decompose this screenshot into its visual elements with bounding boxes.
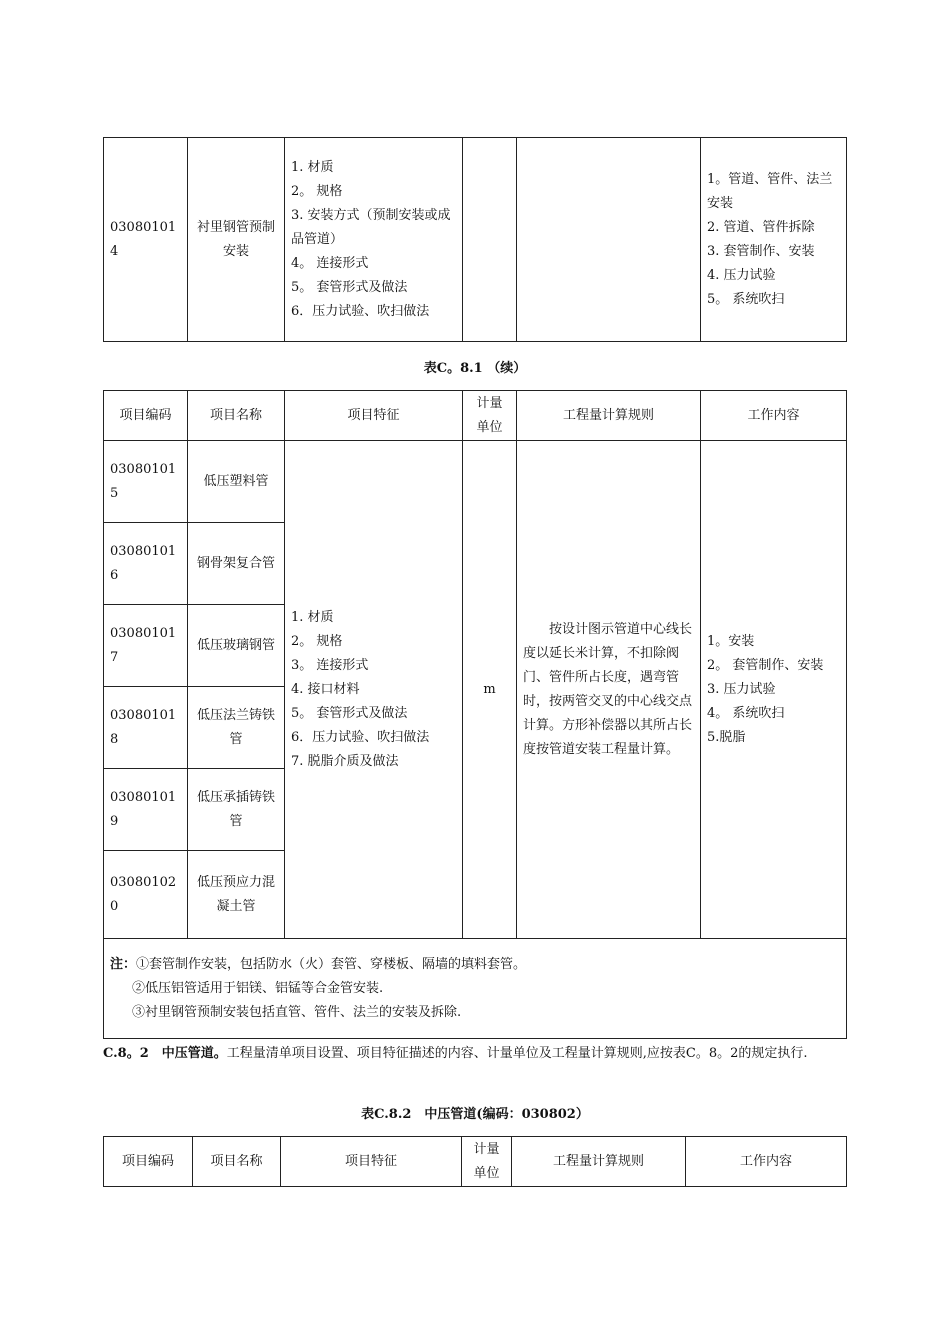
feature-line: 4。 连接形式 xyxy=(291,255,369,271)
header-code: 项目编码 xyxy=(104,1137,193,1187)
table-row xyxy=(104,441,847,523)
feature-line: 2。 规格 xyxy=(291,633,343,649)
feature-line: 2。 规格 xyxy=(291,183,343,199)
feature-line: 5。 套管形式及做法 xyxy=(291,705,408,721)
section-paragraph xyxy=(103,1042,845,1066)
work-line: 4。 系统吹扫 xyxy=(707,705,785,721)
item-name: 衬里钢管预制安装 xyxy=(188,138,285,342)
item-rule xyxy=(517,138,701,342)
header-rule: 工程量计算规则 xyxy=(517,391,701,441)
header-features: 项目特征 xyxy=(281,1137,462,1187)
shared-unit: m xyxy=(463,441,517,939)
shared-work xyxy=(701,441,847,939)
header-code: 项目编码 xyxy=(104,391,188,441)
table-c81-part1 xyxy=(103,137,847,342)
note-item: ①套管制作安装，包括防水（火）套管、穿楼板、隔墙的填料套管。 xyxy=(136,956,527,972)
table-caption: 表C。8.1 （续） xyxy=(423,361,527,376)
item-name: 低压玻璃钢管 xyxy=(188,605,285,687)
item-code: 030801014 xyxy=(104,138,188,342)
note-item: ②低压铝管适用于铝镁、铝锰等合金管安装. xyxy=(132,980,384,996)
header-features: 项目特征 xyxy=(285,391,463,441)
table-c81-continued xyxy=(103,390,847,1039)
item-unit xyxy=(463,138,517,342)
item-code: 030801016 xyxy=(104,523,188,605)
item-code: 030801020 xyxy=(104,851,188,939)
header-unit: 计量单位 xyxy=(462,1137,512,1187)
item-name: 低压塑料管 xyxy=(188,441,285,523)
item-code: 030801018 xyxy=(104,687,188,769)
item-code: 030801019 xyxy=(104,769,188,851)
work-line: 5.脱脂 xyxy=(707,729,746,745)
work-line: 5。 系统吹扫 xyxy=(707,291,785,307)
item-features xyxy=(285,138,463,342)
feature-line: 5。 套管形式及做法 xyxy=(291,279,408,295)
work-line: 4. 压力试验 xyxy=(707,267,776,283)
feature-line: 3. 安装方式（预制安装或成品管道） xyxy=(291,207,451,247)
section-text: 工程量清单项目设置、项目特征描述的内容、计量单位及工程量计算规则,应按表C。8。2的规定执行. xyxy=(226,1046,808,1061)
feature-line: 3。 连接形式 xyxy=(291,657,369,673)
item-code: 030801017 xyxy=(104,605,188,687)
section-heading: C.8。2 中压管道。 xyxy=(103,1046,227,1061)
feature-line: 1. 材质 xyxy=(291,609,334,625)
table-c82 xyxy=(103,1136,847,1187)
feature-line: 7. 脱脂介质及做法 xyxy=(291,753,399,769)
note-item: ③衬里钢管预制安装包括直管、管件、法兰的安装及拆除. xyxy=(132,1004,462,1020)
table-caption: 表C.8.2 中压管道(编码：030802） xyxy=(361,1107,589,1122)
feature-line: 6．压力试验、吹扫做法 xyxy=(291,729,430,745)
note-row xyxy=(104,939,847,1039)
work-line: 3. 套管制作、安装 xyxy=(707,243,815,259)
header-row xyxy=(104,1137,847,1187)
work-line: 2。 套管制作、安装 xyxy=(707,657,824,673)
note-label: 注： xyxy=(110,956,137,972)
header-work: 工作内容 xyxy=(686,1137,847,1187)
work-line: 1。管道、管件、法兰安装 xyxy=(707,171,833,211)
item-work xyxy=(701,138,847,342)
item-name: 低压承插铸铁管 xyxy=(188,769,285,851)
header-name: 项目名称 xyxy=(188,391,285,441)
shared-features xyxy=(285,441,463,939)
item-name: 钢骨架复合管 xyxy=(188,523,285,605)
work-line: 3. 压力试验 xyxy=(707,681,776,697)
header-unit: 计量单位 xyxy=(463,391,517,441)
feature-line: 1. 材质 xyxy=(291,159,334,175)
shared-rule: 按设计图示管道中心线长度以延长米计算，不扣除阀门、管件所占长度，遇弯管时，按两管交叉的中心线交点计算。方形补偿器以其所占长度按管道安装工程量计算。 xyxy=(517,441,701,939)
header-row xyxy=(104,391,847,441)
work-line: 1。安装 xyxy=(707,633,755,649)
table-row xyxy=(104,138,847,342)
header-rule: 工程量计算规则 xyxy=(512,1137,686,1187)
feature-line: 6．压力试验、吹扫做法 xyxy=(291,303,430,319)
header-name: 项目名称 xyxy=(193,1137,281,1187)
header-work: 工作内容 xyxy=(701,391,847,441)
work-line: 2. 管道、管件拆除 xyxy=(707,219,815,235)
item-name: 低压预应力混凝土管 xyxy=(188,851,285,939)
item-code: 030801015 xyxy=(104,441,188,523)
item-name: 低压法兰铸铁管 xyxy=(188,687,285,769)
feature-line: 4. 接口材料 xyxy=(291,681,360,697)
table-notes xyxy=(104,939,847,1039)
